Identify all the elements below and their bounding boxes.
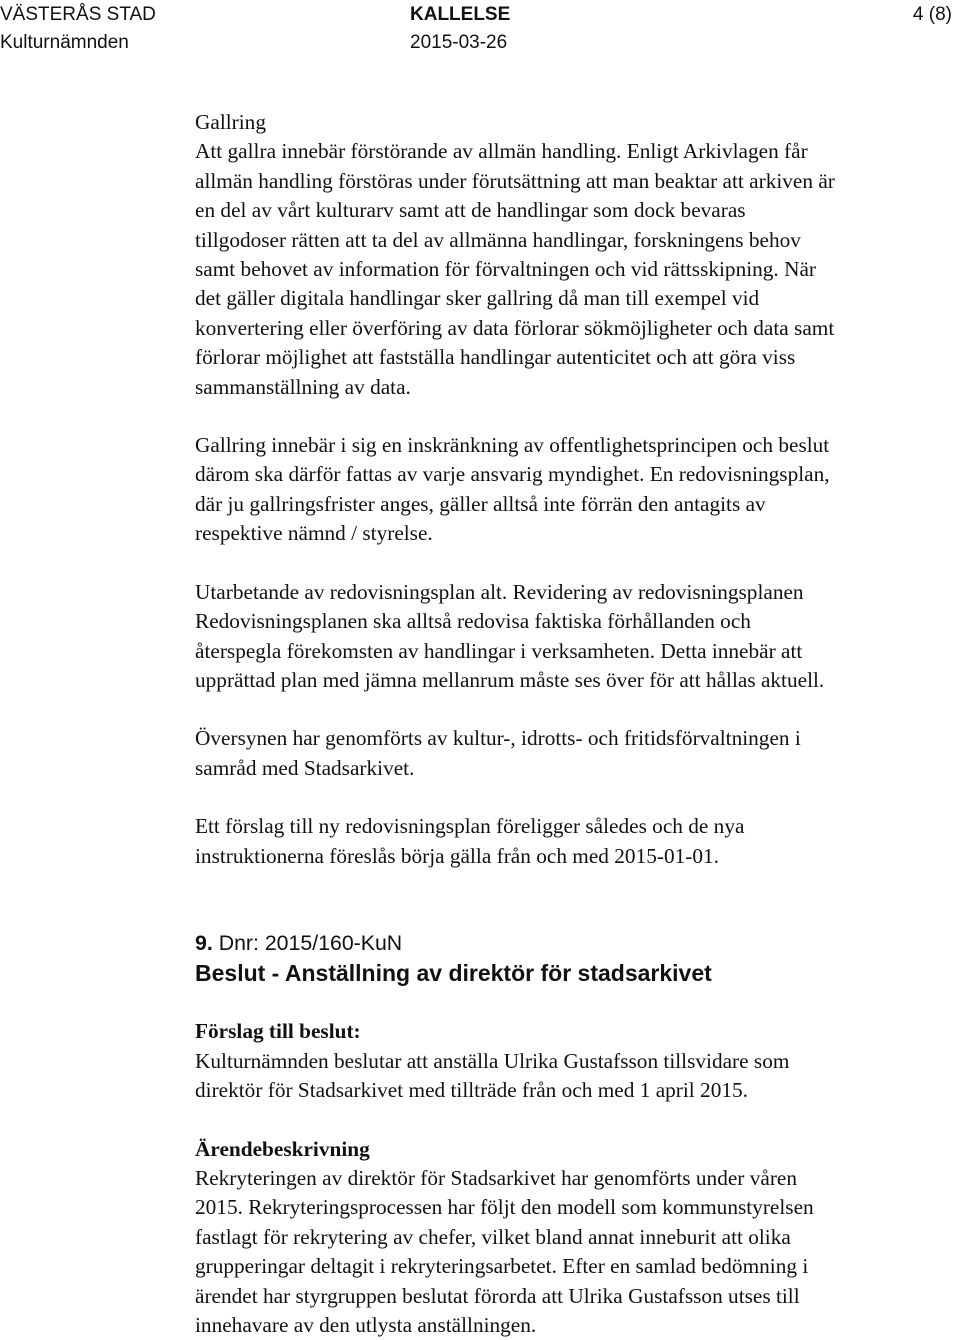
description-heading: Ärendebeskrivning <box>195 1136 370 1161</box>
text-line: förlorar möjlighet att fastställa handlingar autenticitet och att göra viss <box>195 345 796 370</box>
text-line: respektive nämnd / styrelse. <box>195 521 433 546</box>
text-line: därom ska därför fattas av varje ansvarig myndighet. En redovisningsplan, <box>195 462 830 487</box>
text-line: Översynen har genomförts av kultur-, idrotts- och fritidsförvaltningen i <box>195 726 801 751</box>
text-line: allmän handling förstöras under förutsättning att man beaktar att arkiven är <box>195 168 835 193</box>
proposal-heading: Förslag till beslut: <box>195 1019 361 1044</box>
agenda-item-dnr: Dnr: 2015/160-KuN <box>218 930 403 955</box>
doc-type: KALLELSE <box>410 4 511 25</box>
paragraph-gallring-restriction <box>195 431 955 549</box>
header-right <box>913 1 952 29</box>
committee-name: Kulturnämnden <box>0 32 129 53</box>
paragraph-redovisningsplan <box>195 578 955 696</box>
agenda-item-line <box>195 929 955 958</box>
agenda-item-number: 9. <box>195 930 213 955</box>
text-line: återspegla förekomsten av handlingar i verksamheten. Detta innebär att <box>195 638 803 663</box>
text-line: sammanställning av data. <box>195 374 411 399</box>
paragraph-proposal <box>195 1047 955 1106</box>
header-left <box>0 1 156 57</box>
text-line: där ju gallringsfrister anges, gäller alltså inte förrän den antagits av <box>195 491 766 516</box>
text-line: grupperingar deltagit i rekryteringsarbetet. Efter en samlad bedömning i <box>195 1254 809 1279</box>
paragraph-gallring-definition <box>195 137 955 402</box>
text-line: det gäller digitala handlingar sker gallring då man till exempel vid <box>195 286 760 311</box>
paragraph-forslag <box>195 812 955 871</box>
text-line: Gallring innebär i sig en inskränkning av offentlighetsprincipen och beslut <box>195 433 830 458</box>
text-line: fastlagt för rekrytering av chefer, vilket bland annat inneburit att olika <box>195 1224 791 1249</box>
agenda-item-title: Beslut - Anställning av direktör för stadsarkivet <box>195 960 712 987</box>
text-line: Utarbetande av redovisningsplan alt. Revidering av redovisningsplanen <box>195 579 804 604</box>
text-line: samråd med Stadsarkivet. <box>195 755 415 780</box>
text-line: instruktionerna föreslås börja gälla från och med 2015-01-01. <box>195 843 719 868</box>
text-line: Redovisningsplanen ska alltså redovisa faktiska förhållanden och <box>195 609 751 634</box>
text-line: 2015. Rekryteringsprocessen har följt den modell som kommunstyrelsen <box>195 1195 814 1220</box>
text-line: direktör för Stadsarkivet med tillträde från och med 1 april 2015. <box>195 1078 748 1103</box>
gallring-heading: Gallring <box>195 110 266 134</box>
header-center <box>410 1 510 57</box>
text-line: en del av vårt kulturarv samt att de handlingar som dock bevaras <box>195 198 746 223</box>
text-line: samt behovet av information för förvaltningen och vid rättsskipning. När <box>195 257 817 282</box>
text-line: ärendet har styrgruppen beslutat förorda att Ulrika Gustafsson utses till <box>195 1283 800 1308</box>
paragraph-description <box>195 1164 955 1340</box>
paragraph-oversyn <box>195 724 955 783</box>
text-line: konvertering eller överföring av data förlorar sökmöjligheter och data samt <box>195 315 835 340</box>
org-name: VÄSTERÅS STAD <box>0 4 156 25</box>
text-line: Rekryteringen av direktör för Stadsarkivet har genomförts under våren <box>195 1165 798 1190</box>
text-line: tillgodoser rätten att ta del av allmänna handlingar, forskningens behov <box>195 227 801 252</box>
text-line: upprättad plan med jämna mellanrum måste ses över för att hållas aktuell. <box>195 667 825 692</box>
page-number: 4 (8) <box>912 4 952 25</box>
document-body <box>195 108 955 1340</box>
doc-date: 2015-03-26 <box>410 32 508 53</box>
page-header <box>0 0 960 60</box>
text-line: Kulturnämnden beslutar att anställa Ulrika Gustafsson tillsvidare som <box>195 1048 790 1073</box>
text-line: Att gallra innebär förstörande av allmän handling. Enligt Arkivlagen får <box>195 139 808 164</box>
text-line: innehavare av den utlysta anställningen. <box>195 1313 537 1337</box>
text-line: Ett förslag till ny redovisningsplan föreligger således och de nya <box>195 814 745 839</box>
